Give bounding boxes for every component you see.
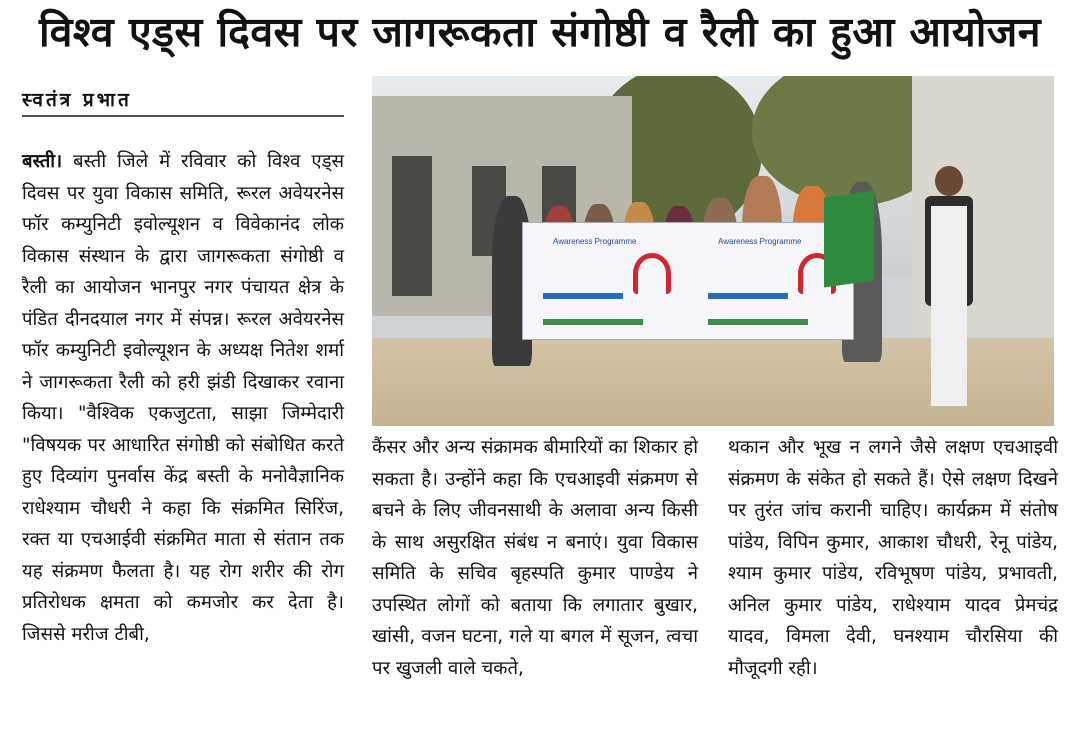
banner-title: Awareness Programme — [718, 237, 802, 246]
article-text-1: बस्ती जिले में रविवार को विश्व एड्स दिवस पर युवा विकास समिति, रूरल अवेयरनेस फॉर कम्युनिटी इवोल्यूशन व विवेकानंद लोक विकास संस्थान के द्वारा जागरूकता संगोष्ठी व रैली का आयोजन भानपुर नगर पंचायत क्षेत्र के पंडित दीनदयाल नगर में संपन्न। रूरल अवेयरनेस फॉर कम्युनिटी इवोल्यूशन के अध्यक्ष नितेश शर्मा ने जागरूकता रैली को हरी झंडी दिखाकर रवाना किया। "वैश्विक एकजुटता, साझा जिम्मेदारी "विषयक पर आधारित संगोष्ठी को संबोधित करते हुए दिव्यांग पुनर्वास केंद्र बस्ती के मनोवैज्ञानिक राधेश्याम चौधरी ने कहा कि संक्रमित सिरिंज, रक्त या एचआईवी संक्रमित माता से संतान तक यह संक्रमण फैलता है। यह रोग शरीर की रोग प्रतिरोधक क्षमता को कमजोर कर देता है। जिससे मरीज टीबी, — [22, 151, 344, 645]
photo-speaker — [917, 166, 981, 416]
red-ribbon-icon — [633, 253, 671, 294]
awareness-banner — [522, 222, 854, 340]
article-column-3 — [728, 432, 1058, 684]
article-column-2 — [372, 432, 698, 684]
article-column-1 — [22, 146, 344, 650]
article-text-2: कैंसर और अन्य संक्रामक बीमारियों का शिकार हो सकता है। उन्होंने कहा कि एचआइवी संक्रमण से बचने के लिए जीवनसाथी के अलावा अन्य किसी के साथ असुरक्षित संबंध न बनाएं। युवा विकास समिति के सचिव बृहस्पति कुमार पाण्डेय ने उपस्थित लोगों को बताया कि लगातार बुखार, खांसी, वजन घटना, गले या बगल में सूजन, त्वचा पर खुजली वाले चकते, — [372, 437, 698, 679]
banner-title: Awareness Programme — [553, 237, 637, 246]
byline-rule — [22, 115, 344, 117]
article-text-3: थकान और भूख न लगने जैसे लक्षण एचआइवी संक्रमण के संकेत हो सकते हैं। ऐसे लक्षण दिखने पर तुरंत जांच करानी चाहिए। कार्यक्रम में संतोष पांडेय, विपिन कुमार, आकाश चौधरी, रेनू पांडेय, श्याम कुमार पांडेय, रविभूषण पांडेय, प्रभावती, अनिल कुमार पांडेय, राधेश्याम यादव प्रेमचंद्र यादव, विमला देवी, घनश्याम चौरसिया की मौजूदगी रही। — [728, 437, 1058, 679]
dateline: बस्ती। — [22, 151, 63, 172]
byline: स्वतंत्र प्रभात — [22, 89, 132, 111]
event-photo — [372, 76, 1054, 426]
headline: विश्व एड्स दिवस पर जागरूकता संगोष्ठी व रैली का हुआ आयोजन — [38, 8, 1042, 56]
green-flag — [824, 190, 874, 287]
